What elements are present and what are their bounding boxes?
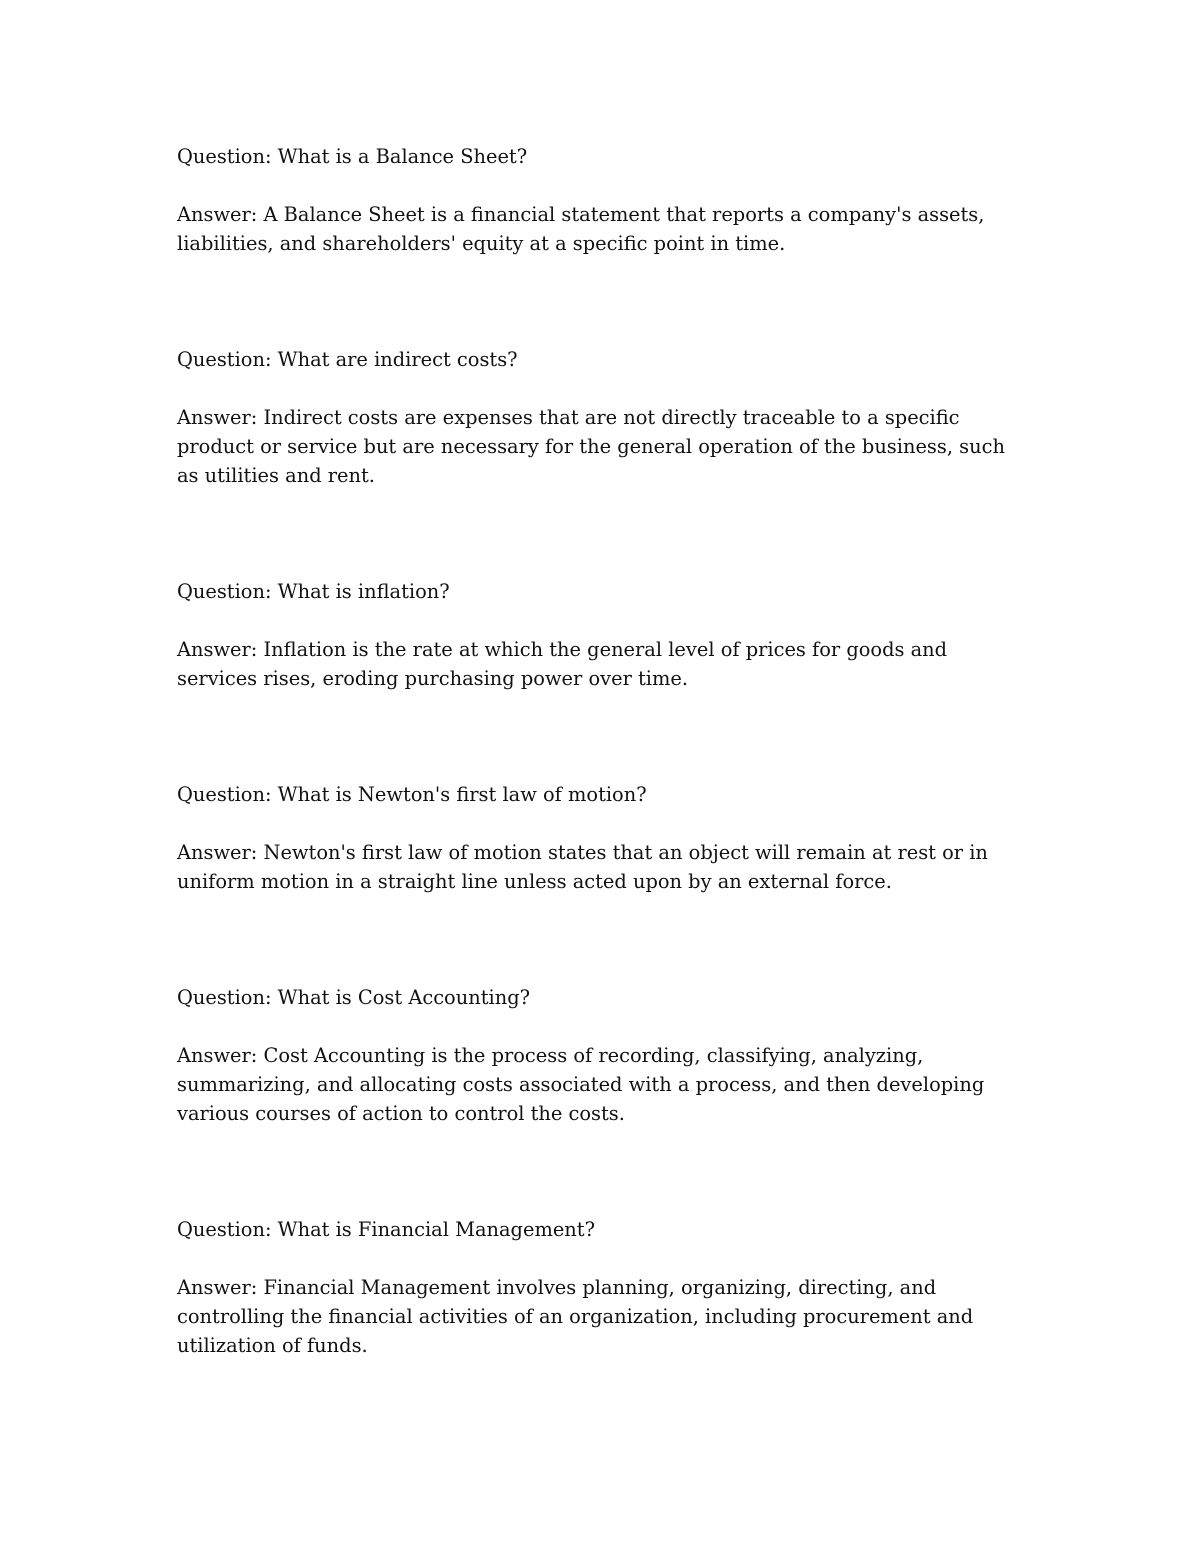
answer-text: Answer: Financial Management involves planning, organizing, directing, and controlling the financial activities of an organization, including procurement and utilization of funds. — [177, 1276, 980, 1357]
answer-text: Answer: A Balance Sheet is a financial statement that reports a company's assets, liabilities, and shareholders' equity at a specific point in time. — [177, 203, 991, 255]
answer-text: Answer: Newton's first law of motion states that an object will remain at rest or in uniform motion in a straight line unless acted upon by an external force. — [177, 841, 995, 893]
question-text: Question: What is Cost Accounting? — [177, 986, 530, 1009]
paragraph-gap — [177, 896, 1027, 983]
question-text: Question: What is Newton's first law of motion? — [177, 783, 647, 806]
qa-item-financial-management — [177, 1215, 1027, 1360]
answer-text: Answer: Cost Accounting is the process of recording, classifying, analyzing, summarizing, and allocating costs associated with a process, and then developing various courses of action to control the costs. — [177, 1044, 991, 1125]
paragraph-gap — [177, 1128, 1027, 1215]
question-text: Question: What is inflation? — [177, 580, 450, 603]
answer-text: Answer: Inflation is the rate at which the general level of prices for goods and services rises, eroding purchasing power over time. — [177, 638, 954, 690]
qa-item-balance-sheet — [177, 142, 1027, 258]
question-text: Question: What is a Balance Sheet? — [177, 145, 528, 168]
paragraph-gap — [177, 258, 1027, 345]
answer-text: Answer: Indirect costs are expenses that are not directly traceable to a specific product or service but are necessary for the general operation of the business, such as utilities and rent. — [177, 406, 1012, 487]
qa-item-inflation — [177, 577, 1027, 693]
qa-item-cost-accounting — [177, 983, 1027, 1128]
question-text: Question: What are indirect costs? — [177, 348, 518, 371]
paragraph-gap — [177, 693, 1027, 780]
qa-item-indirect-costs — [177, 345, 1027, 490]
document-body — [177, 142, 1027, 1360]
paragraph-gap — [177, 490, 1027, 577]
question-text: Question: What is Financial Management? — [177, 1218, 595, 1241]
qa-item-newtons-first-law — [177, 780, 1027, 896]
